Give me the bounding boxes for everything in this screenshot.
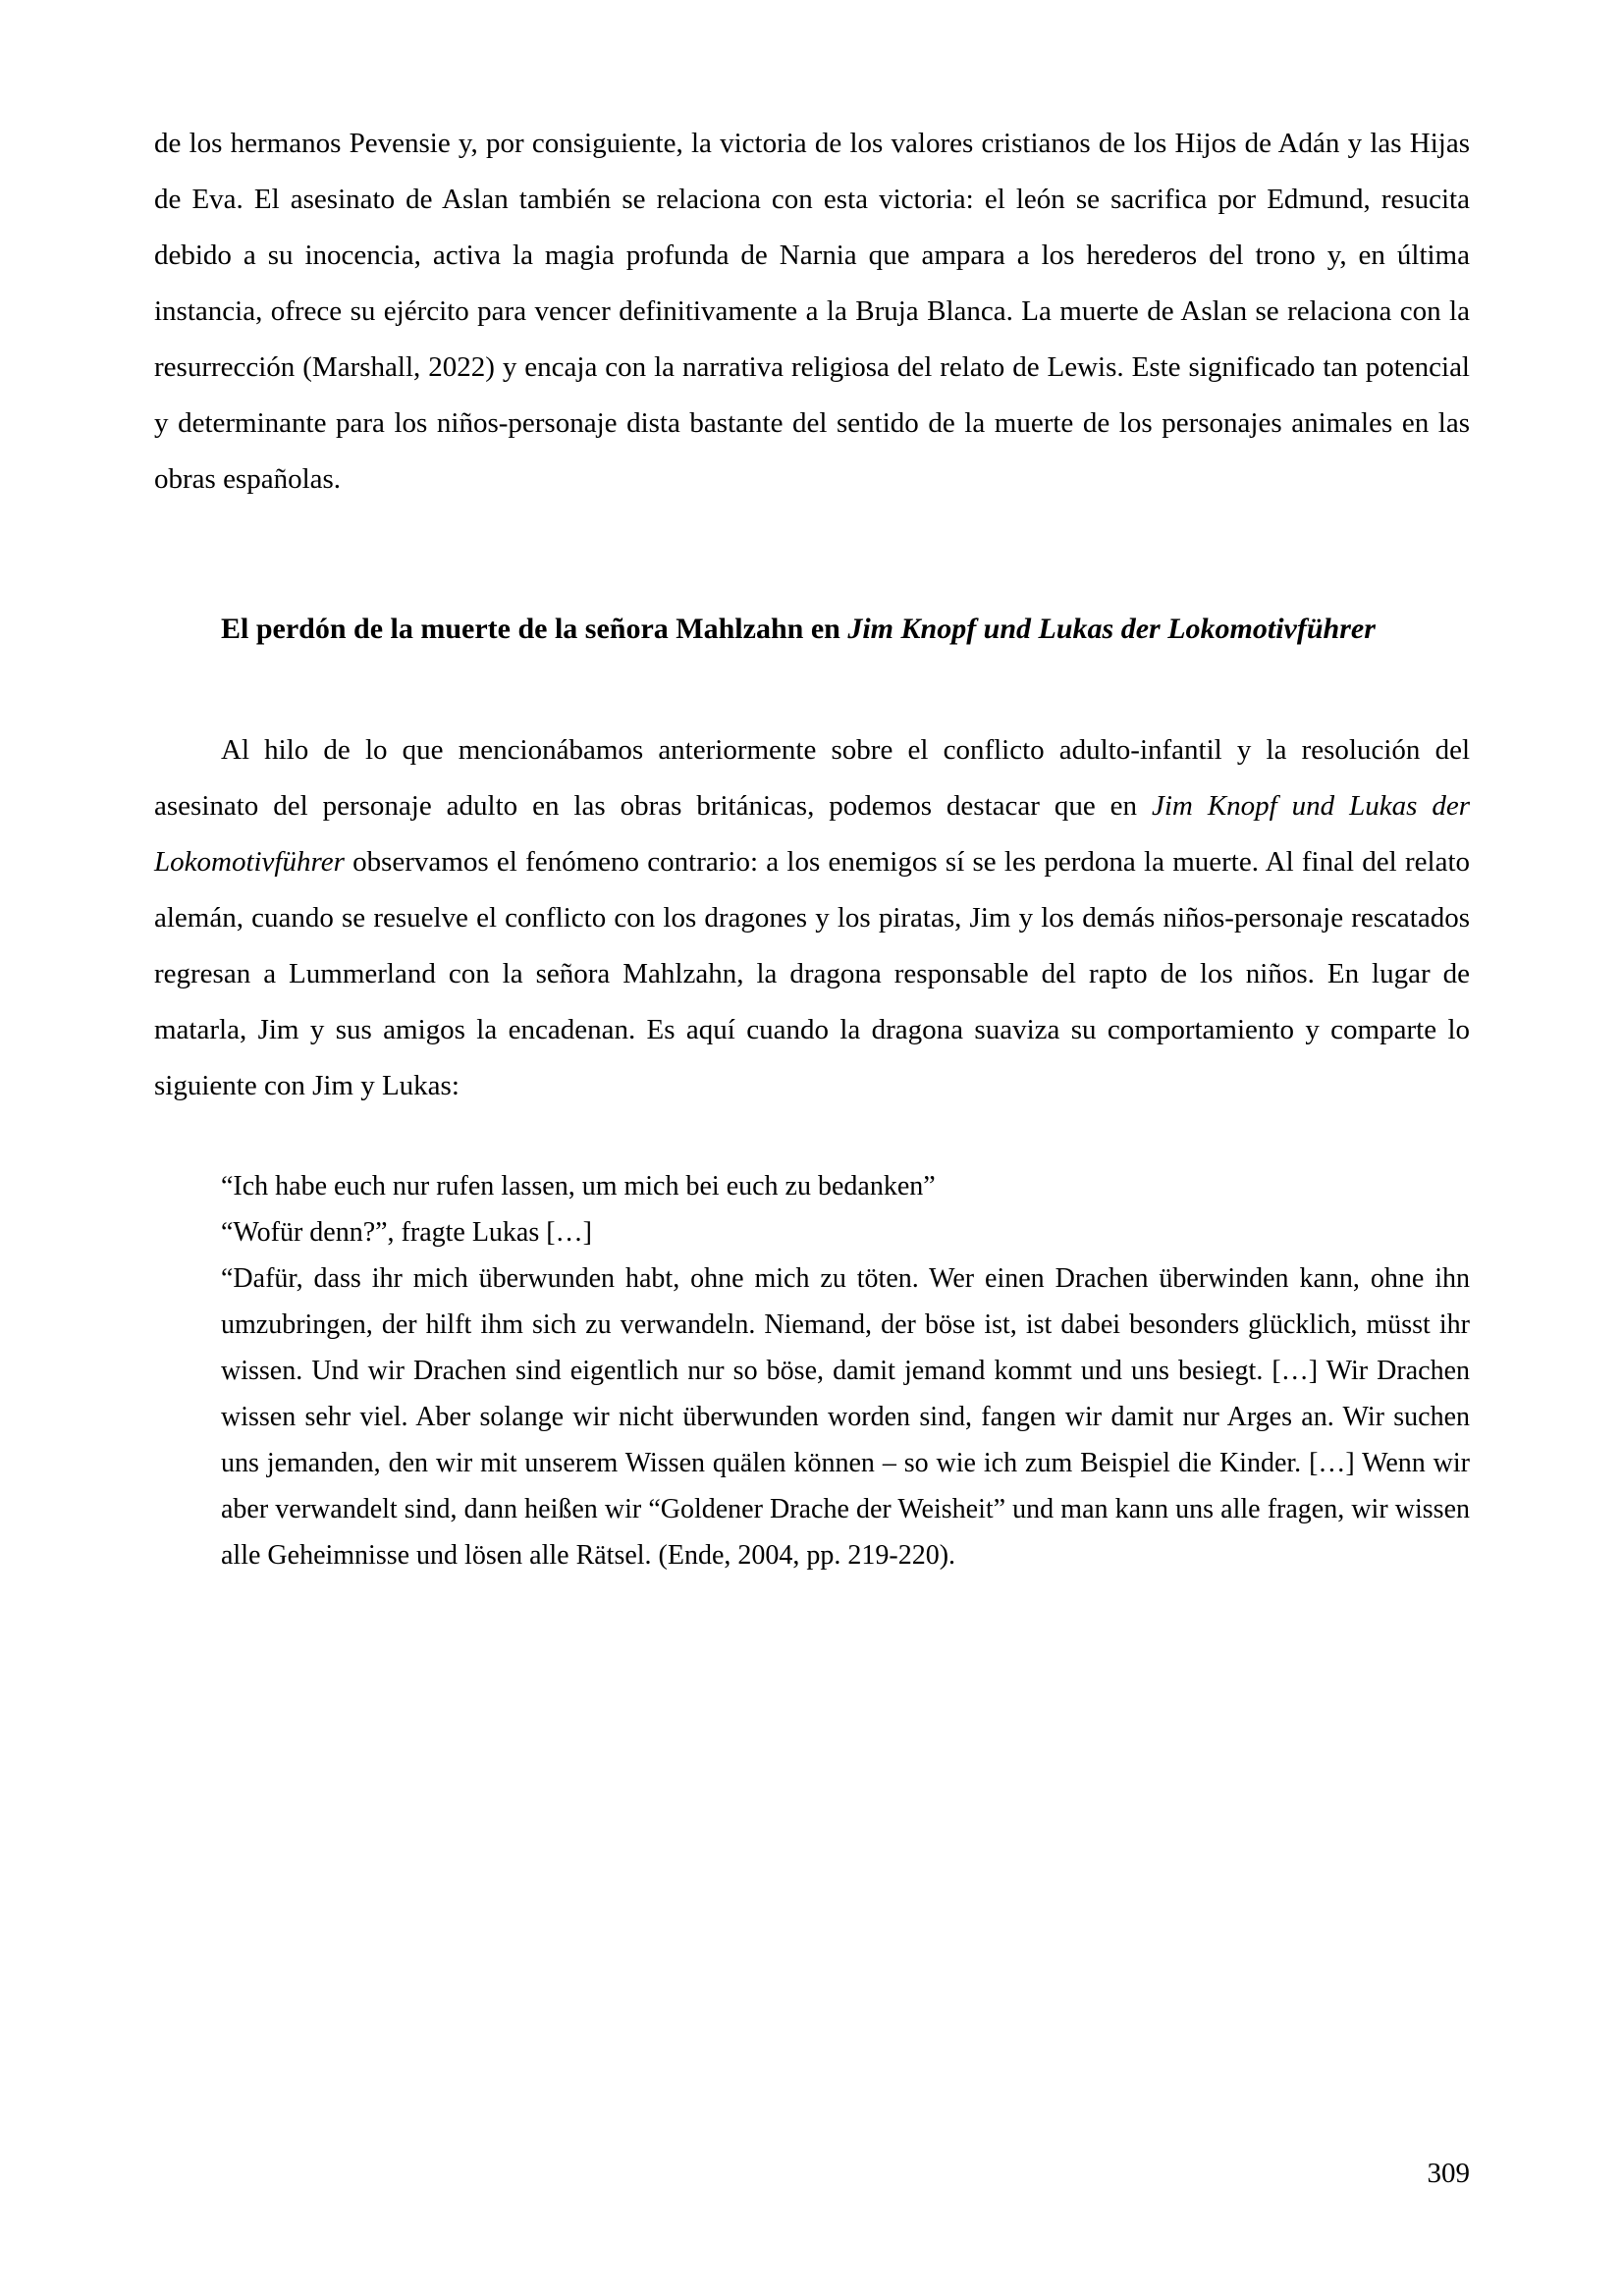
- paragraph-body: Al hilo de lo que mencionábamos anteriormente sobre el conflicto adulto-infantil y la resolución del asesinato del personaje adulto en las obras británicas, podemos destacar que en Jim Knopf und Lukas der Lokomotivführer observamos el fenómeno contrario: a los enemigos sí se les perdona la muerte. Al final del relato alemán, cuando se resuelve el conflicto con los dragones y los piratas, Jim y los demás niños-personaje rescatados regresan a Lummerland con la señora Mahlzahn, la dragona responsable del rapto de los niños. En lugar de matarla, Jim y sus amigos la encadenan. Es aquí cuando la dragona suaviza su comportamiento y comparte lo siguiente con Jim y Lukas:: [154, 734, 1470, 1101]
- block-quote: [221, 1163, 1470, 1578]
- section-heading: El perdón de la muerte de la señora Mahlzahn en Jim Knopf und Lukas der Lokomotivführer: [221, 613, 1376, 645]
- quote-paragraph: “Dafür, dass ihr mich überwunden habt, ohne mich zu töten. Wer einen Drachen überwinden kann, ohne ihn umzubringen, der hilft ihm sich zu verwandeln. Niemand, der böse ist, ist dabei besonders glücklich, müsst ihr wissen. Und wir Drachen sind eigentlich nur so böse, damit jemand kommt und uns besiegt. […] Wir Drachen wissen sehr viel. Aber solange wir nicht überwunden worden sind, fangen wir damit nur Arges an. Wir suchen uns jemanden, den wir mit unserem Wissen quälen können – so wie ich zum Beispiel die Kinder. […] Wenn wir aber verwandelt sind, dann heißen wir “Goldener Drache der Weisheit” und man kann uns alle fragen, wir wissen alle Geheimnisse und lösen alle Rätsel. (Ende, 2004, pp. 219-220).: [221, 1263, 1470, 1571]
- page-content: [154, 116, 1470, 1578]
- page-number: 309: [1427, 2158, 1470, 2189]
- paragraph-continuation: de los hermanos Pevensie y, por consiguiente, la victoria de los valores cristianos de los Hijos de Adán y las Hijas de Eva. El asesinato de Aslan también se relaciona con esta victoria: el león se sacrifica por Edmund, resucita debido a su inocencia, activa la magia profunda de Narnia que ampara a los herederos del trono y, en última instancia, ofrece su ejército para vencer definitivamente a la Bruja Blanca. La muerte de Aslan se relaciona con la resurrección (Marshall, 2022) y encaja con la narrativa religiosa del relato de Lewis. Este significado tan potencial y determinante para los niños-personaje dista bastante del sentido de la muerte de los personajes animales en las obras españolas.: [154, 128, 1470, 495]
- quote-line: “Wofür denn?”, fragte Lukas […]: [221, 1217, 592, 1248]
- quote-line: “Ich habe euch nur rufen lassen, um mich bei euch zu bedanken”: [221, 1171, 936, 1201]
